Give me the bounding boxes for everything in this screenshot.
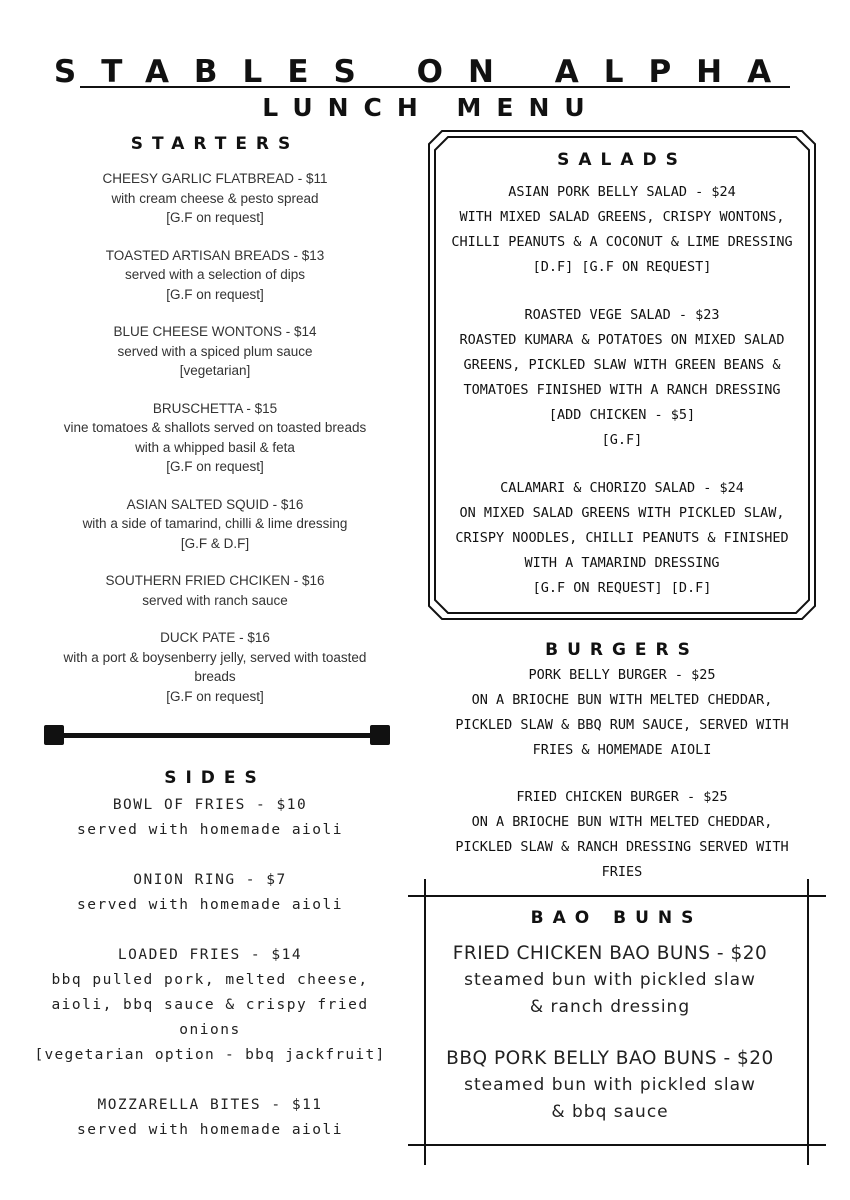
- menu-item: [50, 495, 380, 554]
- item-description: ON A BRIOCHE BUN WITH MELTED CHEDDAR, PICKLED SLAW & BBQ RUM SAUCE, SERVED WITH FRIES & HOMEMADE AIOLI: [455, 692, 789, 758]
- sides-list: [10, 793, 410, 1168]
- item-name: ASIAN SALTED SQUID - $16: [126, 496, 304, 512]
- divider-end-cap: [370, 725, 390, 745]
- menu-item: [10, 793, 410, 843]
- item-name: CHEESY GARLIC FLATBREAD - $11: [102, 171, 328, 186]
- item-note: [vegetarian option - bbq jackfruit]: [34, 1047, 386, 1063]
- bao-list: [430, 940, 790, 1150]
- title-underline: [80, 86, 790, 88]
- item-description: served with ranch sauce: [142, 592, 288, 608]
- burgers-heading: BURGERS: [545, 640, 699, 660]
- item-description: steamed bun with pickled slaw & ranch dressing: [464, 970, 756, 1017]
- item-name: ASIAN PORK BELLY SALAD - $24: [508, 184, 736, 200]
- item-description: served with homemade aioli: [77, 1122, 343, 1138]
- item-description: bbq pulled pork, melted cheese, aioli, bbq sauce & crispy fried onions: [51, 972, 369, 1038]
- item-name: BRUSCHETTA - $15: [152, 400, 278, 416]
- item-name: BOWL OF FRIES - $10: [112, 797, 308, 813]
- bao-heading: BAO BUNS: [530, 908, 703, 928]
- menu-item: [10, 868, 410, 918]
- section-divider: [52, 733, 382, 738]
- bao-frame-top: [408, 895, 826, 897]
- menu-item: [430, 1045, 790, 1126]
- item-description: ON MIXED SALAD GREENS WITH PICKLED SLAW, CRISPY NOODLES, CHILLI PEANUTS & FINISHED WITH A TAMARIND DRESSING: [455, 505, 789, 571]
- menu-item: [440, 663, 804, 763]
- item-note: [G.F on request]: [166, 688, 264, 704]
- item-name: FRIED CHICKEN BURGER - $25: [516, 789, 728, 805]
- menu-item: [448, 303, 796, 453]
- item-note: [G.F on request]: [166, 286, 264, 302]
- item-note: [G.F ON REQUEST] [D.F]: [532, 580, 712, 596]
- item-name: CALAMARI & CHORIZO SALAD - $24: [500, 480, 744, 496]
- item-description: steamed bun with pickled slaw & bbq sauce: [464, 1075, 756, 1122]
- item-name: MOZZARELLA BITES - $11: [97, 1097, 323, 1113]
- starters-list: [50, 169, 380, 724]
- item-name: FRIED CHICKEN BAO BUNS - $20: [452, 943, 768, 964]
- menu-item: [448, 476, 796, 601]
- item-note: [vegetarian]: [179, 363, 251, 378]
- item-name: ROASTED VEGE SALAD - $23: [524, 307, 720, 323]
- item-note: [G.F]: [601, 432, 643, 448]
- menu-item: [10, 1093, 410, 1143]
- item-note: [G.F on request]: [166, 459, 264, 474]
- item-name: BBQ PORK BELLY BAO BUNS - $20: [446, 1048, 774, 1069]
- menu-item: [50, 169, 380, 228]
- item-note: [ADD CHICKEN - $5]: [548, 407, 696, 423]
- salads-heading: SALADS: [557, 150, 687, 170]
- item-description: ON A BRIOCHE BUN WITH MELTED CHEDDAR, PICKLED SLAW & RANCH DRESSING SERVED WITH FRIES: [455, 814, 789, 880]
- menu-item: [440, 785, 804, 885]
- menu-item: [50, 628, 380, 706]
- menu-item: [50, 246, 380, 305]
- item-name: ONION RING - $7: [133, 872, 287, 888]
- item-note: [D.F] [G.F ON REQUEST]: [532, 259, 712, 275]
- item-description: WITH MIXED SALAD GREENS, CRISPY WONTONS, CHILLI PEANUTS & A COCONUT & LIME DRESSING: [451, 209, 793, 250]
- item-name: TOASTED ARTISAN BREADS - $13: [105, 247, 325, 263]
- menu-subtitle: LUNCH MENU: [262, 93, 600, 122]
- item-description: ROASTED KUMARA & POTATOES ON MIXED SALAD GREENS, PICKLED SLAW WITH GREEN BEANS & TOMATOES FINISHED WITH A RANCH DRESSING: [459, 332, 785, 398]
- item-description: vine tomatoes & shallots served on toasted breads with a whipped basil & feta: [63, 420, 367, 455]
- item-description: served with a selection of dips: [124, 267, 306, 282]
- item-description: with a side of tamarind, chilli & lime dressing: [82, 516, 348, 531]
- item-name: DUCK PATE - $16: [160, 630, 270, 645]
- divider-end-cap: [44, 725, 64, 745]
- bao-frame-right: [807, 879, 809, 1165]
- menu-item: [50, 322, 380, 381]
- item-name: SOUTHERN FRIED CHCIKEN - $16: [105, 573, 325, 588]
- menu-item: [10, 943, 410, 1068]
- burgers-list: [440, 663, 804, 907]
- item-name: LOADED FRIES - $14: [117, 947, 303, 963]
- starters-heading: STARTERS: [130, 134, 300, 154]
- item-description: served with a spiced plum sauce: [117, 343, 313, 359]
- item-description: with cream cheese & pesto spread: [111, 190, 319, 206]
- item-name: BLUE CHEESE WONTONS - $14: [113, 324, 317, 339]
- item-description: with a port & boysenberry jelly, served with toasted breads: [63, 649, 367, 684]
- item-description: served with homemade aioli: [77, 822, 343, 838]
- menu-item: [430, 940, 790, 1021]
- menu-item: [448, 180, 796, 280]
- menu-item: [50, 571, 380, 610]
- item-note: [G.F on request]: [166, 210, 264, 225]
- restaurant-title: STABLES ON ALPHA: [53, 54, 797, 90]
- sides-heading: SIDES: [164, 768, 266, 788]
- item-name: PORK BELLY BURGER - $25: [528, 667, 716, 683]
- salads-list: [448, 180, 796, 624]
- item-description: served with homemade aioli: [77, 897, 343, 913]
- item-note: [G.F & D.F]: [180, 535, 250, 551]
- menu-item: [50, 399, 380, 477]
